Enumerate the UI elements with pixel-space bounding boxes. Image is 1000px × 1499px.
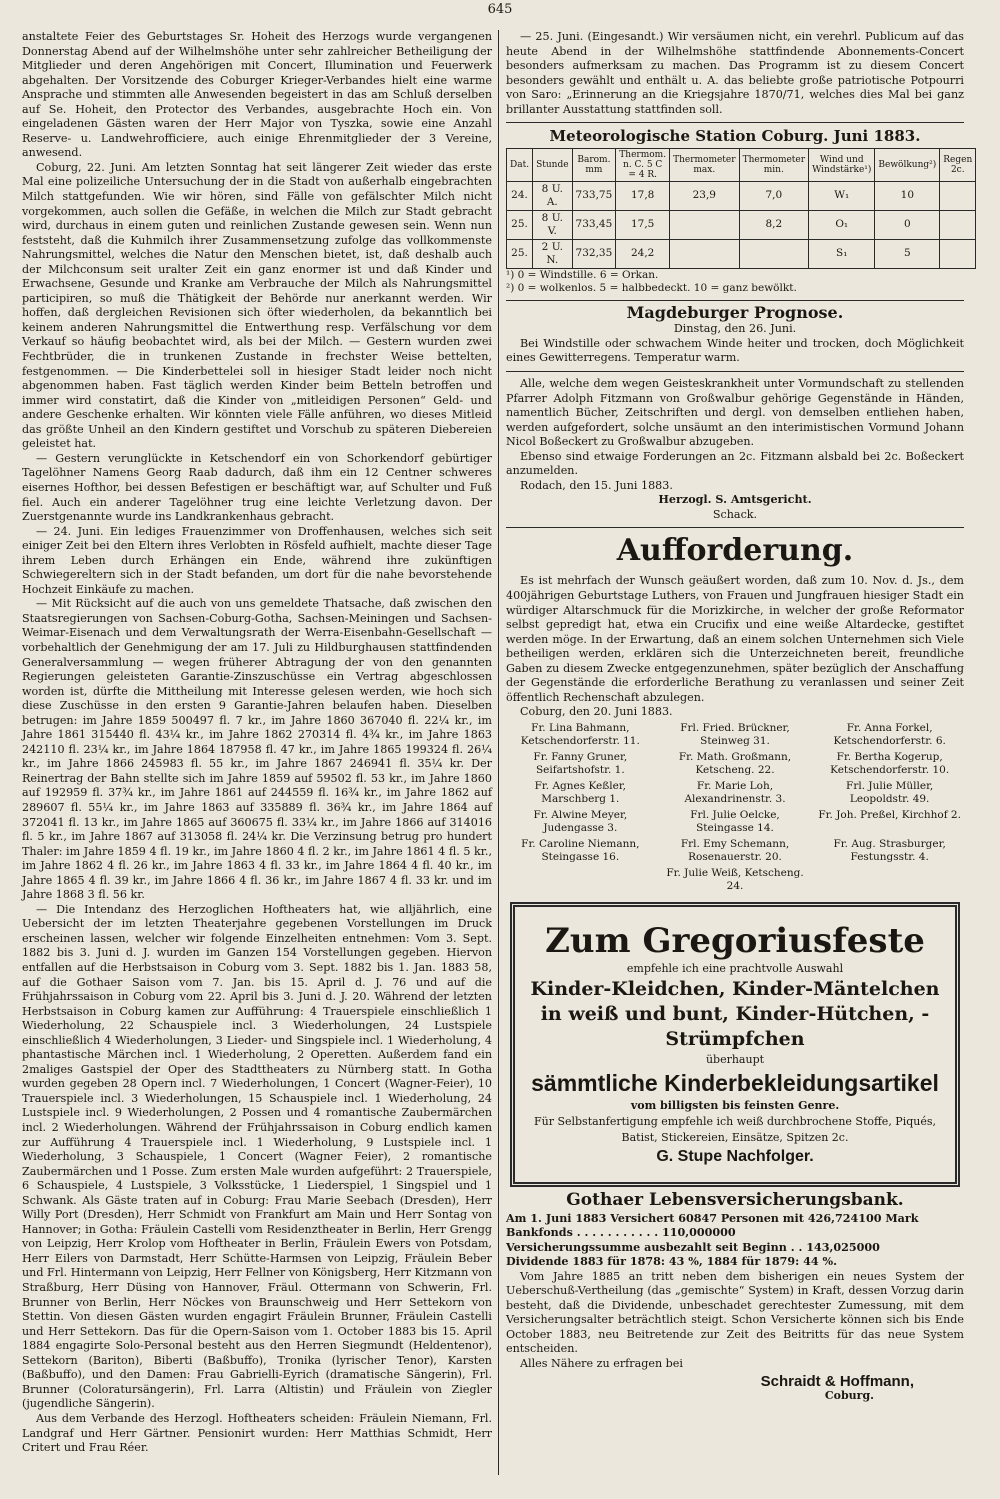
ad-line: vom billigsten bis feinsten Genre. xyxy=(630,1098,840,1112)
ad-headline: sämmtliche Kinderbekleidungsartikel xyxy=(531,1069,939,1096)
appeal-title: Aufforderung. xyxy=(616,533,854,569)
gregorius-advertisement xyxy=(510,902,960,1187)
table-row xyxy=(507,210,976,239)
appeal-date: Coburg, den 20. Juni 1883. xyxy=(520,705,673,719)
list-item: Fr. Agnes Keßler, Marschberg 1. xyxy=(534,779,627,806)
forecast-date: Dinstag, den 26. Juni. xyxy=(673,322,797,336)
table-cell xyxy=(739,239,809,268)
ad-products: Kinder-Kleidchen, Kinder-Mäntelchen in weiß und bunt, Kinder-Hütchen, -Strümpfchen xyxy=(530,977,940,1050)
table-cell: 23,9 xyxy=(670,181,740,210)
table-cell: 25. xyxy=(507,210,533,239)
list-item: Fr. Aug. Strasburger, Festungsstr. 4. xyxy=(833,837,946,864)
insurance-line: Am 1. Juni 1883 Versichert 60847 Personen mit 426,724100 Mark xyxy=(506,1211,919,1225)
ad-line: überhaupt xyxy=(705,1052,765,1066)
article-accident-ketschendorf: — Gestern verunglückte in Ketschendorf ein von Schorkendorf gebürtiger Tagelöhner Namens Georg Raab dadurch, daß ihm ein 12 Centner schweres eisernes Hofthor, bei dessen Befestigen er beschäftigt war, auf Schulter und Fuß fiel. Auch ein anderer Tagelöhner trug eine leichte Verletzung davon. Der Zuerstgenannte wurde ins Landkrankenhaus gebracht. xyxy=(22,451,492,524)
forecast-text: Bei Windstille oder schwachem Winde heiter und trocken, doch Möglichkeit eines Gewitterregens. Temperatur warm. xyxy=(506,336,964,365)
table-header: Thermometer max. xyxy=(670,148,740,181)
court-notice-date: Rodach, den 15. Juni 1883. xyxy=(520,478,673,492)
page-number: 645 xyxy=(487,2,513,17)
table-cell: 7,0 xyxy=(739,181,809,210)
list-item: Fr. Julie Weiß, Ketscheng. 24. xyxy=(666,866,804,893)
court-clerk: Schack. xyxy=(712,507,758,521)
table-row xyxy=(507,239,976,268)
table-cell: 17,5 xyxy=(616,210,670,239)
table-cell: 25. xyxy=(507,239,533,268)
ad-title: Zum Gregoriusfeste xyxy=(545,920,925,961)
divider xyxy=(506,371,964,372)
list-item: Fr. Joh. Preßel, Kirchhof 2. xyxy=(818,808,961,821)
court-notice-text-2: Ebenso sind etwaige Forderungen an 2c. Fitzmann alsbald bei 2c. Boßeckert anzumelden. xyxy=(506,449,964,478)
court-notice-text: Alle, welche dem wegen Geisteskrankheit unter Vormundschaft zu stellenden Pfarrer Adolph Fitzmann von Großwalbur gehörige Gegenstände in Händen, namentlich Bücher, Zeitschriften und dergl. von demselben entliehen haben, werden aufgefordert, solche unsäumt an den interimistischen Vormund Johann Nicol Boßeckert zu Großwalbur abzugeben. xyxy=(506,377,964,449)
forecast-title: Magdeburger Prognose. xyxy=(626,302,844,322)
table-cell: W₁ xyxy=(809,181,875,210)
insurance-line: Dividende 1883 für 1878: 43 %, 1884 für 1879: 44 %. xyxy=(506,1255,837,1269)
table-cell xyxy=(940,181,976,210)
insurance-agent: Schraidt & Hoffmann, xyxy=(760,1372,914,1390)
article-theatre-departures: Aus dem Verbande des Herzogl. Hoftheaters scheiden: Fräulein Niemann, Frl. Landgraf und Herr Gärtner. Pensionirt wurden: Herr Matthias Schmidt, Herr Critert und Frau Réer. xyxy=(22,1411,492,1455)
weather-station-title: Meteorologische Station Coburg. Juni 1883. xyxy=(549,127,921,146)
table-cell: 8 U. A. xyxy=(533,181,572,210)
table-header: Regen 2c. xyxy=(940,148,976,181)
concert-notice: — 25. Juni. (Eingesandt.) Wir versäumen nicht, ein verehrl. Publicum auf das heute Abend in der Wilhelmshöhe stattfindende Abonnements-Concert besonders aufmerksam zu machen. Das Programm ist zu diesem Concert besonders gewählt und enthält u. A. das beliebte große patriotische Potpourri von Saro: „Erinnerung an die Kriegsjahre 1870/71, welches dies Mal bei ganz brillanter Ausstattung stattfinden soll. xyxy=(506,30,964,116)
right-column xyxy=(506,30,973,1404)
list-item: Fr. Marie Loh, Alexandrinenstr. 3. xyxy=(684,779,786,806)
ad-firm: G. Stupe Nachfolger. xyxy=(656,1147,814,1165)
table-header: Bewölkung²) xyxy=(875,148,940,181)
table-cell xyxy=(670,239,740,268)
weather-footnote-1: ¹) 0 = Windstille. 6 = Orkan. xyxy=(506,268,659,281)
list-item: Fr. Lina Bahmann, Ketschendorferstr. 11. xyxy=(520,721,640,748)
table-cell: 24. xyxy=(507,181,533,210)
list-item: Fr. Anna Forkel, Ketschendorferstr. 6. xyxy=(833,721,946,748)
insurance-more: Alles Nähere zu erfragen bei xyxy=(520,1356,683,1370)
table-cell: 5 xyxy=(875,239,940,268)
article-werra-railway: — Mit Rücksicht auf die auch von uns gemeldete Thatsache, daß zwischen den Staatsregierungen von Sachsen-Coburg-Gotha, Sachsen-Meiningen und Sachsen-Weimar-Eisenach und dem Verwaltungsrath der Werra-Eisenbahn-Gesellschaft — vorbehaltlich der Genehmigung der am 17. Juli zu Hildburghausen stattfindenden Generalversammlung — wegen früherer Abtragung der von den genannten Regierungen geleisteten Garantie-Zinszuschüsse ein Vertrag abgeschlossen worden ist, dürfte die Mittheilung mit Interesse gelesen werden, wie hoch sich diese Zuschüsse in den ersten 9 Garantie-Jahren belaufen haben. Dieselben betrugen: im Jahre 1859 500497 fl. 7 kr., im Jahre 1860 367040 fl. 22¼ kr., im Jahre 1861 315440 fl. 43¼ kr., im Jahre 1862 270314 fl. 4¾ kr., im Jahre 1863 242110 fl. 23¼ kr., im Jahre 1864 187958 fl. 47 kr., im Jahre 1865 199324 fl. 26¼ kr., im Jahre 1866 245983 fl. 55 kr., im Jahre 1867 246941 fl. 35¼ kr. Der Reinertrag der Bahn stellte sich im Jahre 1859 auf 59502 fl. 53 kr., im Jahre 1860 auf 192959 fl. 37¾ kr., im Jahre 1861 auf 244559 fl. 16¾ kr., im Jahre 1862 auf 289607 fl. 55¼ kr., im Jahre 1863 auf 335889 fl. 36¾ kr., im Jahre 1864 auf 372041 fl. 13 kr., im Jahre 1865 auf 360675 fl. 33¼ kr., im Jahre 1866 auf 314016 fl. 5 kr., im Jahre 1867 auf 313058 fl. 24¼ kr. Die Verzinsung betrug pro hundert Thaler: im Jahre 1859 4 fl. 19 kr., im Jahre 1860 4 fl. 2 kr., im Jahre 1861 4 fl. 5 kr., im Jahre 1862 4 fl. 26 kr., im Jahre 1863 4 fl. 33 kr., im Jahre 1864 4 fl. 40 kr., im Jahre 1865 4 fl. 39 kr., im Jahre 1866 4 fl. 36 kr., im Jahre 1867 4 fl. 33 kr. und im Jahre 1868 3 fl. 56 kr. xyxy=(22,597,492,902)
table-header: Barom. mm xyxy=(572,148,616,181)
table-cell: S₁ xyxy=(809,239,875,268)
table-header: Dat. xyxy=(507,148,533,181)
insurance-line: Versicherungssumme ausbezahlt seit Beginn . . 143,025000 xyxy=(506,1240,880,1254)
column-divider xyxy=(498,30,499,1475)
table-header: Thermometer min. xyxy=(739,148,809,181)
table-cell: 733,45 xyxy=(572,210,616,239)
list-item: Fr. Math. Großmann, Ketscheng. 22. xyxy=(678,750,792,777)
list-item: Frl. Fried. Brückner, Steinweg 31. xyxy=(680,721,790,748)
table-cell: 8 U. V. xyxy=(533,210,572,239)
table-header: Thermom. n. C. 5 C = 4 R. xyxy=(616,148,670,181)
insurance-text: Vom Jahre 1885 an tritt neben dem bisherigen ein neues System der Ueberschuß-Vertheilung (das „gemischte“ System) in Kraft, dessen Vorzug darin besteht, daß die Dividende, unbeschadet gerechtester Zumessung, mit dem Versicherungsalter beträchtlich steigt. Schon Versicherte können sich bis Ende October 1883, neu Beitretende zur Zeit des Beitritts für das neue System entscheiden. xyxy=(506,1269,964,1356)
table-header: Wind und Windstärke¹) xyxy=(809,148,875,181)
list-item: Fr. Bertha Kogerup, Ketschendorferstr. 10. xyxy=(830,750,950,777)
list-item xyxy=(506,867,655,896)
table-cell: 17,8 xyxy=(616,181,670,210)
table-cell: 10 xyxy=(875,181,940,210)
list-item: Fr. Alwine Meyer, Judengasse 3. xyxy=(533,808,628,835)
insurance-title: Gothaer Lebensversicherungsbank. xyxy=(566,1189,904,1210)
table-cell xyxy=(940,210,976,239)
article-milk-inspection: Coburg, 22. Juni. Am letzten Sonntag hat seit längerer Zeit wieder das erste Mal eine polizeiliche Untersuchung der in die Stadt von außerhalb eingebrachten Milch stattgefunden. Wie wir hören, sind Fälle von gefälschter Milch nicht vorgekommen, auch sollen die Gefäße, in welchen die Milch zur Stadt gebracht wird, durchaus in einem guten und reinlichen Zustande gewesen sein. Wenn nun feststeht, daß die Kuhmilch ihrer Zusammensetzung zufolge das vollkommenste Nahrungsmittel, welches die Natur den Menschen bietet, ist, daß deshalb auch der Milchconsum seit uralter Zeit ein ganz enormer ist und daß Kinder und Erwachsene, Gesunde und Kranke am Verbrauche der Milch als Nahrungsmittel participiren, so muß die Thätigkeit der Behörde nur anerkannt werden. Wir hoffen, daß dergleichen Revisionen sich öfter wiederholen, da bekanntlich bei keinem anderen Nahrungsmittel die Entwerthung resp. Verfälschung vor dem Verkauf so häufig beobachtet wird, als bei der Milch. — Gestern wurden zwei Fechtbrüder, die in trunkenen Zustande in frechster Weise bettelten, festgenommen. — Die Kinderbettelei soll in hiesiger Stadt leider noch nicht abgenommen haben. Fast täglich werden Kinder beim Betteln betroffen und immer wird constatirt, daß die Kinder von „mitleidigen Personen“ Geld- und andere Geschenke erhalten. Wir könnten viele Fälle anführen, wo dieses Mitleid das größte Unheil an den Kindern gestiftet und Vorschub zu späteren Diebereien geleistet hat. xyxy=(22,160,492,451)
insurance-city: Coburg. xyxy=(824,1389,874,1403)
list-item: Frl. Julie Oelcke, Steingasse 14. xyxy=(690,808,780,835)
divider xyxy=(506,527,964,528)
table-cell: 2 U. N. xyxy=(533,239,572,268)
table-header: Stunde xyxy=(533,148,572,181)
divider xyxy=(506,122,964,123)
table-cell xyxy=(670,210,740,239)
list-item xyxy=(815,867,964,896)
article-court-theatre: — Die Intendanz des Herzoglichen Hoftheaters hat, wie alljährlich, eine Uebersicht der im letzten Theaterjahre gegebenen Vorstellungen im Druck erscheinen lassen, welcher wir folgende Einzelheiten entnehmen: Vom 3. Sept. 1882 bis 3. Juni d. J. wurden im Ganzen 154 Vorstellungen gegeben. Hiervon entfallen auf die Herbstsaison in Coburg vom 3. Sept. 1882 bis 1. Jan. 1883 58, auf die Gothaer Saison vom 7. Jan. bis 15. April d. J. 76 und auf die Frühjahrssaison in Coburg vom 22. April bis 3. Juni d. J. 20. Während der letzten Herbstsaison in Coburg kamen zur Aufführung: 4 Trauerspiele einschließlich 1 Wiederholung, 22 Schauspiele incl. 3 Wiederholungen, 24 Lustspiele einschließlich 4 Wiederholungen, 3 Lieder- und Singspiele incl. 1 Wiederholung, 4 phantastische Märchen incl. 1 Wiederholung, 2 Operetten. Außerdem fand ein 2maliges Gastspiel der Oper des Stadttheaters zu Nürnberg statt. In Gotha wurden gegeben 28 Opern incl. 7 Wiederholungen, 1 Concert (Wagner-Feier), 10 Trauerspiele incl. 3 Wiederholungen, 15 Schauspiele incl. 1 Wiederholung, 24 Lustspiele incl. 9 Wiederholungen, 2 Possen und 4 romantische Zaubermärchen incl. 2 Wiederholungen. Während der Frühjahrssaison in Coburg endlich kamen zur Aufführung 4 Trauerspiele incl. 1 Wiederholung, 9 Lustspiele incl. 1 Wiederholung, 3 Schauspiele, 1 Concert (Wagner Feier), 2 romantische Zaubermärchen und 1 Posse. Zum ersten Male wurden aufgeführt: 2 Trauerspiele, 6 Schauspiele, 4 Lustspiele, 3 Volksstücke, 1 Liederspiel, 1 Singspiel und 1 Schwank. Als Gäste traten auf in Coburg: Frau Marie Seebach (Dresden), Herr Willy Port (Dresden), Herr Schmidt von Frankfurt am Main und Herr Sontag von Hannover; in Gotha: Fräulein Castelli vom Residenztheater in Berlin, Herr Grengg von Leipzig, Herr Krolop vom Hoftheater in Berlin, Fräulein Ewers von Potsdam, Herr Eilers von Darmstadt, Herr Schütte-Harmsen von Leipzig, Fräulein Beber und Frl. Hintermann von Leipzig, Herr Fellner von Königsberg, Herr Kitzmann von Straßburg, Herr Düsing von Hannover, Fräul. Ottermann von Schwerin, Frl. Brunner von Berlin, Herr Nöckes von Braunschweig und Herr Settekorn von Stettin. Von diesen Gästen wurden engagirt Fräulein Brunner, Fräulein Castelli und Herr Settekorn. Das für die Opern-Saison vom 1. October 1883 bis 15. April 1884 engagirte Solo-Personal besteht aus den Herren Siegmundt (Heldentenor), Settekorn (Bariton), Biberti (Baßbuffo), Tronika (lyrischer Tenor), Karsten (Baßbuffo), und den Damen: Frau Gabrielli-Eyrich (dramatische Sängerin), Frl. Brunner (Coloratursängerin), Frl. Larra (Altistin) und Fräulein von Ziegler (jugendliche Sängerin). xyxy=(22,902,493,1411)
table-cell: 8,2 xyxy=(739,210,809,239)
table-cell: O₁ xyxy=(809,210,875,239)
divider xyxy=(506,300,964,301)
table-cell: 24,2 xyxy=(616,239,670,268)
left-column xyxy=(22,30,492,1456)
weather-table xyxy=(506,148,976,269)
table-row xyxy=(507,181,976,210)
signers-list xyxy=(506,722,964,896)
article-veterans-celebration: anstaltete Feier des Geburtstages Sr. Hoheit des Herzogs wurde vergangenen Donnerstag Abend auf der Wilhelmshöhe unter sehr zahlreicher Betheiligung der Mitglieder und deren Angehörigen mit Concert, Illumination und Feuerwerk abgehalten. Der Vorsitzende des Coburger Krieger-Verbandes hielt eine warme Ansprache und stimmten alle Anwesenden begeistert in das am Schluß derselben auf Se. Hoheit, den Protector des Verbandes, ausgebrachte Hoch ein. Von eingeladenen Gästen waren der Herr Major von Tyszka, sowie eine Anzahl Reserve- u. Landwehrofficiere, auch einige Ehrenmitglieder der 3 Vereine, anwesend. xyxy=(22,30,492,160)
table-cell: 0 xyxy=(875,210,940,239)
insurance-line: Bankfonds . . . . . . . . . . . 110,000000 xyxy=(506,1226,736,1240)
ad-line: Für Selbstanfertigung empfehle ich weiß durchbrochene Stoffe, Piqués, Batist, Stickereien, Einsätze, Spitzen 2c. xyxy=(533,1114,937,1144)
list-item: Fr. Fanny Gruner, Seifartshofstr. 1. xyxy=(533,750,628,777)
ad-line: empfehle ich eine prachtvolle Auswahl xyxy=(626,961,844,975)
table-cell xyxy=(940,239,976,268)
list-item: Frl. Julie Müller, Leopoldstr. 49. xyxy=(846,779,934,806)
table-cell: 732,35 xyxy=(572,239,616,268)
court-signature: Herzogl. S. Amtsgericht. xyxy=(658,493,812,507)
article-suicide: — 24. Juni. Ein lediges Frauenzimmer von Droffenhausen, welches sich seit einiger Zeit bei den Eltern ihres Verlobten in Rösfeld aufhielt, machte dieser Tage ihrem Leben durch Erhängen ein Ende, während ihre zukünftigen Schwiegereltern sich in der Stadt befanden, um dort für die nahe bevorstehende Hochzeit Einkäufe zu machen. xyxy=(22,524,492,596)
appeal-text: Es ist mehrfach der Wunsch geäußert worden, daß zum 10. Nov. d. Js., dem 400jährigen Geburtstage Luthers, von Frauen und Jungfrauen hiesiger Stadt ein würdiger Altarschmuck für die Morizkirche, in welcher der große Reformator selbst gepredigt hat, etwa ein Crucifix und eine weiße Altardecke, gestiftet werden möge. In der Erwartung, daß an einem solchen Unternehmen sich Viele betheiligen werden, erklären sich die Unterzeichneten bereit, freundliche Gaben zu diesem Zwecke entgegenzunehmen, später bezüglich der Anschaffung der Gegenstände die erforderliche Berathung zu veranlassen und seiner Zeit öffentlich Rechenschaft abzulegen. xyxy=(506,574,964,704)
list-item: Frl. Emy Schemann, Rosenauerstr. 20. xyxy=(680,837,790,864)
weather-footnote-2: ²) 0 = wolkenlos. 5 = halbbedeckt. 10 = ganz bewölkt. xyxy=(506,281,797,294)
list-item: Fr. Caroline Niemann, Steingasse 16. xyxy=(521,837,640,864)
table-cell: 733,75 xyxy=(572,181,616,210)
